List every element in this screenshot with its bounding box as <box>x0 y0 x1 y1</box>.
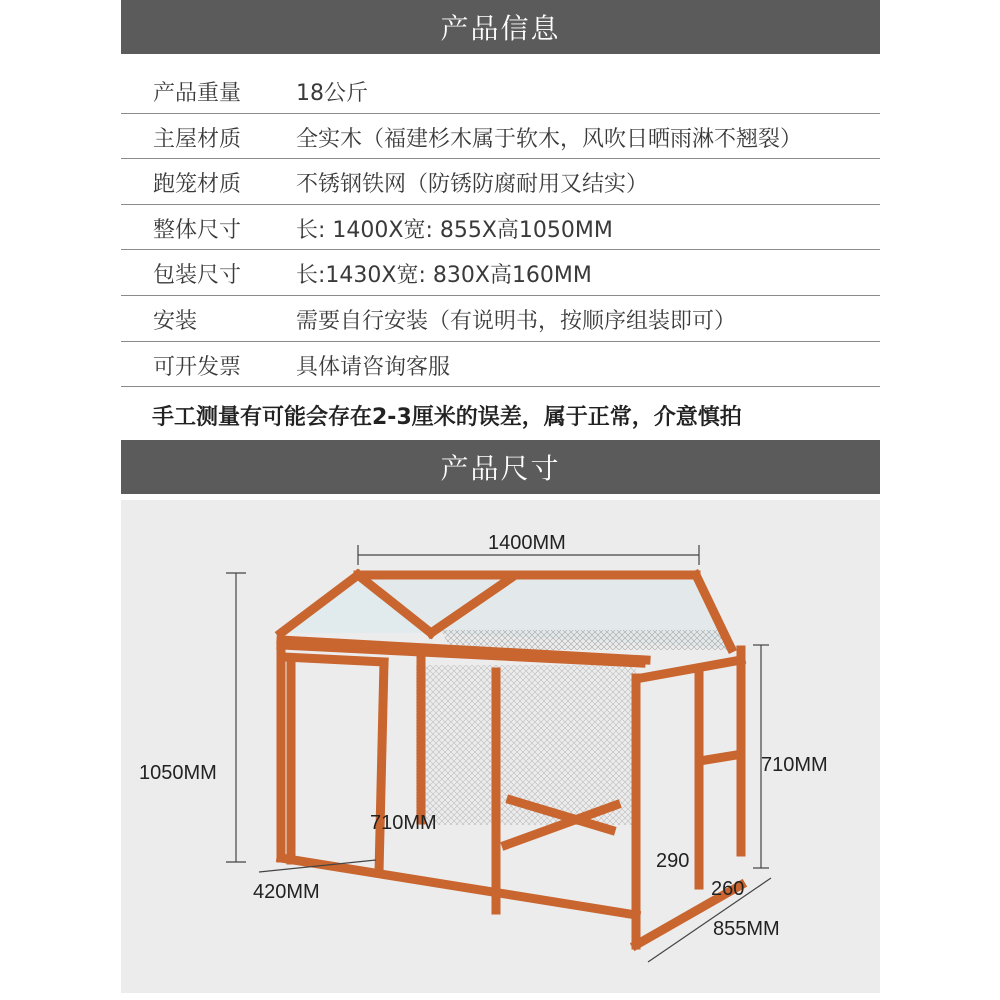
spec-row <box>121 296 880 342</box>
spec-value: 需要自行安装（有说明书，按顺序组装即可） <box>296 308 737 334</box>
spec-value: 具体请咨询客服 <box>296 354 451 380</box>
product-size-banner <box>121 440 880 494</box>
small-dimension-a: 290 <box>656 850 690 872</box>
spec-label: 产品重量 <box>153 81 242 106</box>
spec-row <box>121 342 880 388</box>
small-dimension-b: 260 <box>711 878 745 900</box>
spec-row <box>121 159 880 205</box>
spec-label: 包装尺寸 <box>153 263 242 289</box>
depth-dimension-label: 855MM <box>713 918 780 940</box>
dimension-diagram <box>121 500 880 993</box>
product-size-title: 产品尺寸 <box>440 452 561 485</box>
height-dimension-label: 1050MM <box>139 762 217 784</box>
spec-value: 全实木（福建杉木属于软木，风吹日晒雨淋不翘裂） <box>296 126 803 152</box>
spec-label: 安装 <box>153 308 198 334</box>
measurement-note: 手工测量有可能会存在2-3厘米的误差，属于正常，介意慎拍 <box>152 405 742 430</box>
spec-row <box>121 205 880 251</box>
spec-row <box>121 250 880 296</box>
width-dimension-label: 1400MM <box>488 532 566 554</box>
product-info-banner <box>121 0 880 54</box>
spec-label: 跑笼材质 <box>153 172 242 198</box>
spec-label: 整体尺寸 <box>153 217 242 243</box>
spec-value: 长:1430X宽: 830X高160MM <box>296 263 592 289</box>
spec-value: 18公斤 <box>296 81 368 106</box>
spec-value: 不锈钢铁网（防锈防腐耐用又结实） <box>296 172 649 198</box>
spec-label: 主屋材质 <box>153 126 242 152</box>
spec-value: 长: 1400X宽: 855X高1050MM <box>296 217 613 243</box>
spec-row <box>121 114 880 160</box>
side-height-dimension-label: 710MM <box>761 754 828 776</box>
spec-row <box>121 68 880 114</box>
product-info-title: 产品信息 <box>440 12 561 45</box>
spec-table <box>121 68 880 387</box>
door-width-dimension-label: 420MM <box>253 881 320 903</box>
spec-label: 可开发票 <box>153 354 242 380</box>
inner-height-dimension-label: 710MM <box>370 812 437 834</box>
